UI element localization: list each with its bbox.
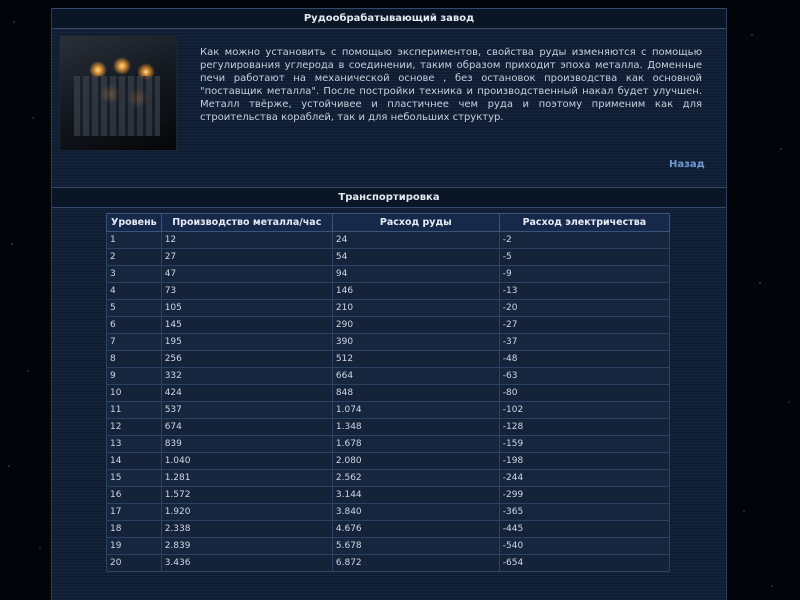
cell-metal-production: 1.572 [161,487,332,504]
table-row [107,402,670,419]
cell-metal-production: 1.040 [161,453,332,470]
cell-ore-consumption: 390 [332,334,499,351]
header-energy-consumption: Расход электричества [499,214,669,232]
table-row [107,555,670,572]
cell-energy-consumption: -20 [499,300,669,317]
cell-ore-consumption: 1.348 [332,419,499,436]
cell-energy-consumption: -80 [499,385,669,402]
cell-level: 1 [107,232,162,249]
cell-metal-production: 1.920 [161,504,332,521]
cell-ore-consumption: 1.678 [332,436,499,453]
table-row [107,419,670,436]
cell-ore-consumption: 664 [332,368,499,385]
cell-level: 12 [107,419,162,436]
cell-ore-consumption: 512 [332,351,499,368]
cell-level: 9 [107,368,162,385]
cell-metal-production: 674 [161,419,332,436]
table-row [107,300,670,317]
cell-level: 14 [107,453,162,470]
table-row [107,334,670,351]
building-image [59,35,177,151]
cell-energy-consumption: -2 [499,232,669,249]
cell-metal-production: 839 [161,436,332,453]
cell-level: 20 [107,555,162,572]
cell-level: 10 [107,385,162,402]
cell-ore-consumption: 1.074 [332,402,499,419]
cell-level: 2 [107,249,162,266]
cell-metal-production: 73 [161,283,332,300]
cell-ore-consumption: 94 [332,266,499,283]
cell-ore-consumption: 5.678 [332,538,499,555]
cell-metal-production: 3.436 [161,555,332,572]
table-row [107,538,670,555]
transport-section-title: Транспортировка [52,187,726,208]
table-row [107,351,670,368]
table-row [107,487,670,504]
cell-metal-production: 537 [161,402,332,419]
cell-energy-consumption: -48 [499,351,669,368]
table-row [107,266,670,283]
cell-ore-consumption: 848 [332,385,499,402]
building-info-panel [51,8,727,600]
cell-ore-consumption: 24 [332,232,499,249]
cell-level: 6 [107,317,162,334]
cell-energy-consumption: -128 [499,419,669,436]
cell-level: 16 [107,487,162,504]
table-row [107,317,670,334]
building-description: Как можно установить с помощью экспериментов, свойства руды изменяются с помощью регулирования углерода в соединении, таким образом приходит эпоха металла. Доменные печи работают на механической основе , без остановок производства как основной "поставщик металла". После постройки техника и производственный накал будет улучшен. Металл твёрже, устойчивее и пластичнее чем руда и поэтому применим как для строительства кораблей, так и для небольших структур. [200,47,702,123]
cell-level: 13 [107,436,162,453]
cell-level: 17 [107,504,162,521]
table-row [107,368,670,385]
cell-energy-consumption: -5 [499,249,669,266]
cell-metal-production: 195 [161,334,332,351]
cell-ore-consumption: 2.080 [332,453,499,470]
cell-ore-consumption: 54 [332,249,499,266]
cell-metal-production: 27 [161,249,332,266]
cell-ore-consumption: 6.872 [332,555,499,572]
cell-level: 4 [107,283,162,300]
production-table [106,213,670,572]
cell-energy-consumption: -299 [499,487,669,504]
cell-level: 18 [107,521,162,538]
cell-energy-consumption: -63 [499,368,669,385]
cell-metal-production: 256 [161,351,332,368]
table-row [107,436,670,453]
table-row [107,249,670,266]
cell-ore-consumption: 4.676 [332,521,499,538]
cell-metal-production: 105 [161,300,332,317]
cell-energy-consumption: -102 [499,402,669,419]
cell-ore-consumption: 290 [332,317,499,334]
cell-level: 7 [107,334,162,351]
cell-level: 5 [107,300,162,317]
cell-metal-production: 1.281 [161,470,332,487]
cell-metal-production: 424 [161,385,332,402]
table-row [107,470,670,487]
cell-energy-consumption: -654 [499,555,669,572]
table-header-row [107,214,670,232]
cell-ore-consumption: 210 [332,300,499,317]
cell-energy-consumption: -159 [499,436,669,453]
cell-energy-consumption: -540 [499,538,669,555]
table-row [107,385,670,402]
cell-ore-consumption: 3.840 [332,504,499,521]
cell-ore-consumption: 146 [332,283,499,300]
cell-level: 15 [107,470,162,487]
cell-metal-production: 2.839 [161,538,332,555]
cell-metal-production: 2.338 [161,521,332,538]
cell-ore-consumption: 3.144 [332,487,499,504]
table-row [107,453,670,470]
header-metal-production: Производство металла/час [161,214,332,232]
cell-level: 8 [107,351,162,368]
cell-ore-consumption: 2.562 [332,470,499,487]
building-title: Рудообрабатывающий завод [52,8,726,29]
cell-energy-consumption: -9 [499,266,669,283]
table-row [107,521,670,538]
cell-energy-consumption: -198 [499,453,669,470]
cell-energy-consumption: -365 [499,504,669,521]
cell-metal-production: 145 [161,317,332,334]
cell-level: 19 [107,538,162,555]
cell-level: 11 [107,402,162,419]
cell-energy-consumption: -445 [499,521,669,538]
cell-metal-production: 12 [161,232,332,249]
cell-metal-production: 47 [161,266,332,283]
back-link[interactable]: Назад [669,159,705,170]
cell-energy-consumption: -244 [499,470,669,487]
cell-energy-consumption: -27 [499,317,669,334]
table-row [107,232,670,249]
cell-metal-production: 332 [161,368,332,385]
cell-energy-consumption: -13 [499,283,669,300]
table-row [107,504,670,521]
table-row [107,283,670,300]
cell-energy-consumption: -37 [499,334,669,351]
header-ore-consumption: Расход руды [332,214,499,232]
cell-level: 3 [107,266,162,283]
header-level: Уровень [107,214,162,232]
